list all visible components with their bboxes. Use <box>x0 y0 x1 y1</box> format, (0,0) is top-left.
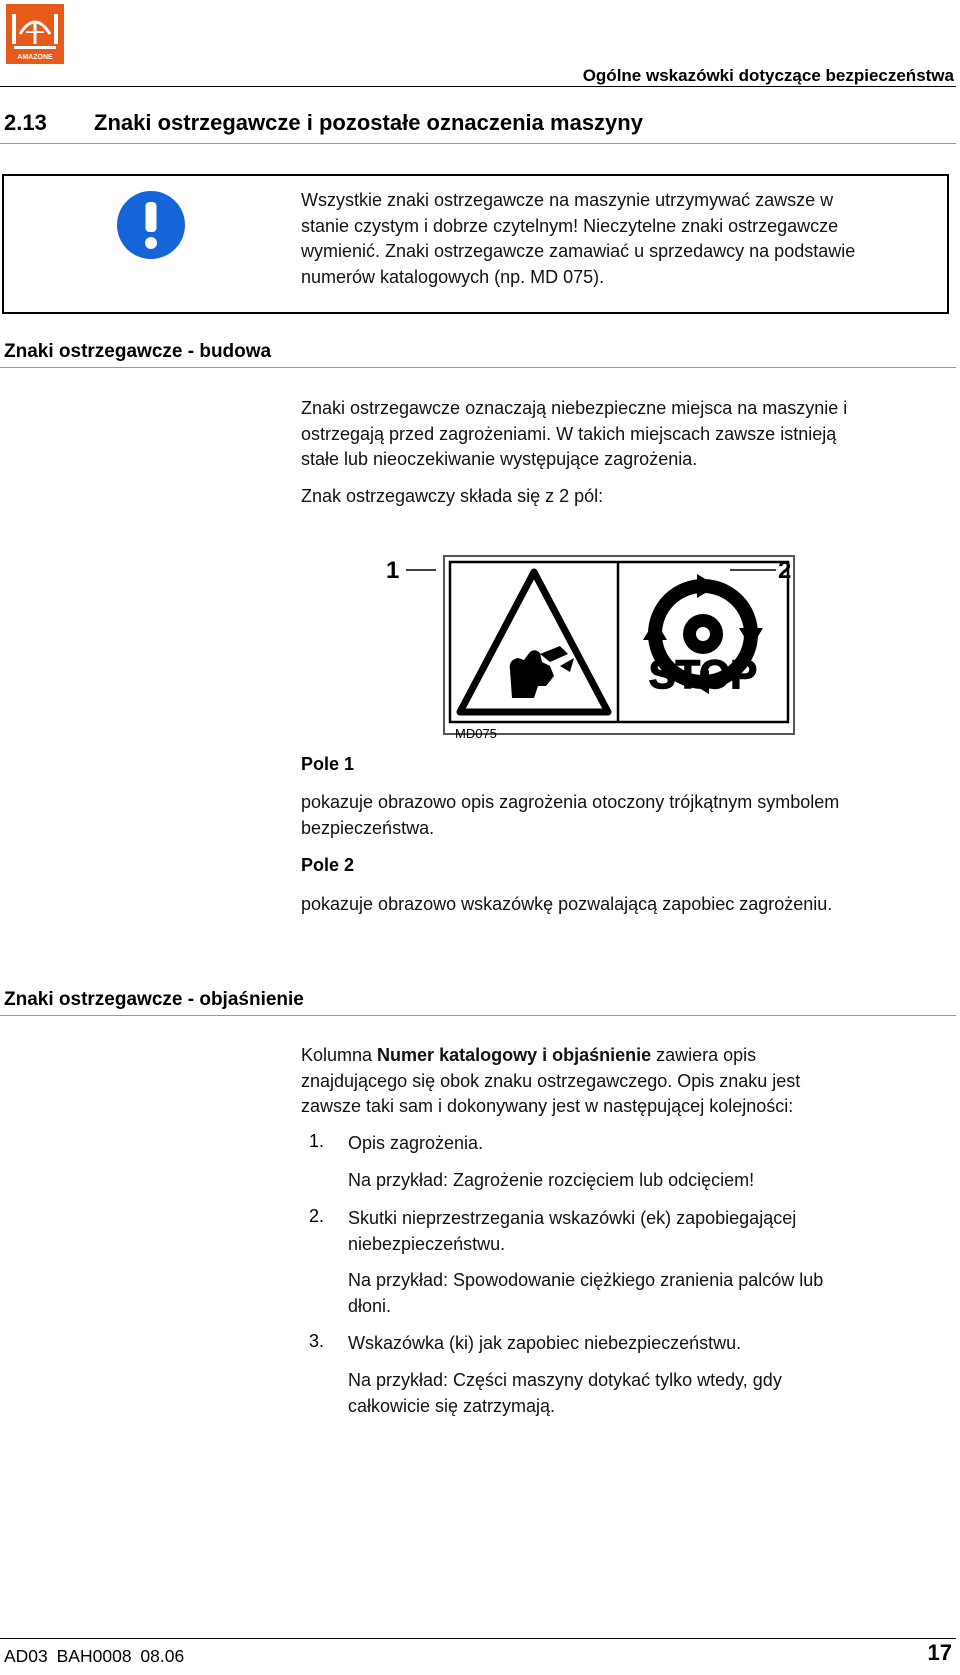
pole2-description: pokazuje obrazowo wskazówkę pozwalającą zapobiec zagrożeniu. <box>301 894 833 914</box>
section-title <box>4 110 643 136</box>
notice-line: stanie czystym i dobrze czytelnym! Nieczytelne znaki ostrzegawcze <box>301 215 839 236</box>
intro-bold: Numer katalogowy i objaśnienie <box>377 1045 652 1065</box>
list-item-example <box>348 1168 754 1194</box>
subheading-rule <box>0 367 956 368</box>
list-line: Opis zagrożenia. <box>348 1133 484 1153</box>
notice-line: wymienić. Znaki ostrzegawcze zamawiać u sprzedawcy na podstawie <box>301 241 856 261</box>
list-number: 1. <box>309 1131 325 1151</box>
section-title-text: Znaki ostrzegawcze i pozostałe oznaczenia maszyny <box>94 110 643 135</box>
pole2-label: Pole 2 <box>301 855 355 875</box>
logo-text: AMAZONE <box>17 54 53 61</box>
callout-label-1: 1 <box>386 557 400 584</box>
para-line: bezpieczeństwa. <box>301 817 435 838</box>
subheading-budowa: Znaki ostrzegawcze - budowa <box>4 341 272 362</box>
section-rule <box>0 143 956 144</box>
list-item-example <box>348 1368 782 1419</box>
list-line: Na przykład: Części maszyny dotykać tylko wtedy, gdy <box>348 1370 782 1390</box>
list-line: Na przykład: Spowodowanie ciężkiego zranienia palców lub <box>348 1270 824 1290</box>
para-line: ostrzegają przed zagrożeniami. W takich miejscach zawsze istnieją <box>301 423 837 444</box>
running-header: Ogólne wskazówki dotyczące bezpieczeństwa <box>582 66 954 85</box>
intro-pre: Kolumna <box>301 1045 378 1065</box>
list-line: Wskazówka (ki) jak zapobiec niebezpieczeństwu. <box>348 1333 742 1353</box>
list-line: Skutki nieprzestrzegania wskazówki (ek) zapobiegającej <box>348 1208 797 1228</box>
budowa-intro: Znak ostrzegawczy składa się z 2 pól: <box>301 486 604 506</box>
section-number: 2.13 <box>4 110 47 135</box>
para-line: stałe lub nieoczekiwanie występujące zagrożenia. <box>301 449 698 469</box>
list-item-text <box>348 1206 796 1257</box>
subheading-objasnienie: Znaki ostrzegawcze - objaśnienie <box>4 989 304 1010</box>
sign-code: MD075 <box>455 726 497 741</box>
intro-post: zawiera opis <box>651 1045 757 1065</box>
budowa-paragraph <box>301 396 847 473</box>
exclamation-icon <box>116 190 186 265</box>
notice-line: numerów katalogowych (np. MD 075). <box>301 266 605 287</box>
list-line: dłoni. <box>348 1295 392 1316</box>
list-line: całkowicie się zatrzymają. <box>348 1395 556 1416</box>
page-number: 17 <box>927 1640 952 1665</box>
list-item-example <box>348 1268 823 1319</box>
list-line: Na przykład: Zagrożenie rozcięciem lub odcięciem! <box>348 1170 755 1190</box>
footer-doc-id: AD03 BAH0008 08.06 <box>4 1646 185 1666</box>
objasnienie-intro <box>301 1043 800 1120</box>
pole1-label: Pole 1 <box>301 754 355 774</box>
para-line: Znaki ostrzegawcze oznaczają niebezpieczne miejsca na maszynie i <box>301 398 848 418</box>
list-number: 2. <box>309 1206 325 1226</box>
para-line: pokazuje obrazowo opis zagrożenia otoczony trójkątnym symbolem <box>301 792 840 812</box>
list-number: 3. <box>309 1331 325 1351</box>
intro-line <box>301 1043 800 1069</box>
header-rule <box>0 86 956 87</box>
callout-label-2: 2 <box>778 557 792 584</box>
list-item-text <box>348 1131 483 1157</box>
amazone-logo <box>6 4 64 64</box>
subheading-rule <box>0 1015 956 1016</box>
intro-line: znajdującego się obok znaku ostrzegawczego. Opis znaku jest <box>301 1070 801 1091</box>
footer-rule <box>0 1638 956 1639</box>
list-line: niebezpieczeństwu. <box>348 1233 506 1254</box>
stop-text: STOP <box>648 653 758 697</box>
notice-line: Wszystkie znaki ostrzegawcze na maszynie utrzymywać zawsze w <box>301 190 834 210</box>
notice-text <box>301 188 855 290</box>
warning-sign-figure <box>386 550 840 745</box>
intro-line: zawsze taki sam i dokonywany jest w następującej kolejności: <box>301 1096 794 1116</box>
pole1-description <box>301 790 839 841</box>
list-item-text <box>348 1331 741 1357</box>
